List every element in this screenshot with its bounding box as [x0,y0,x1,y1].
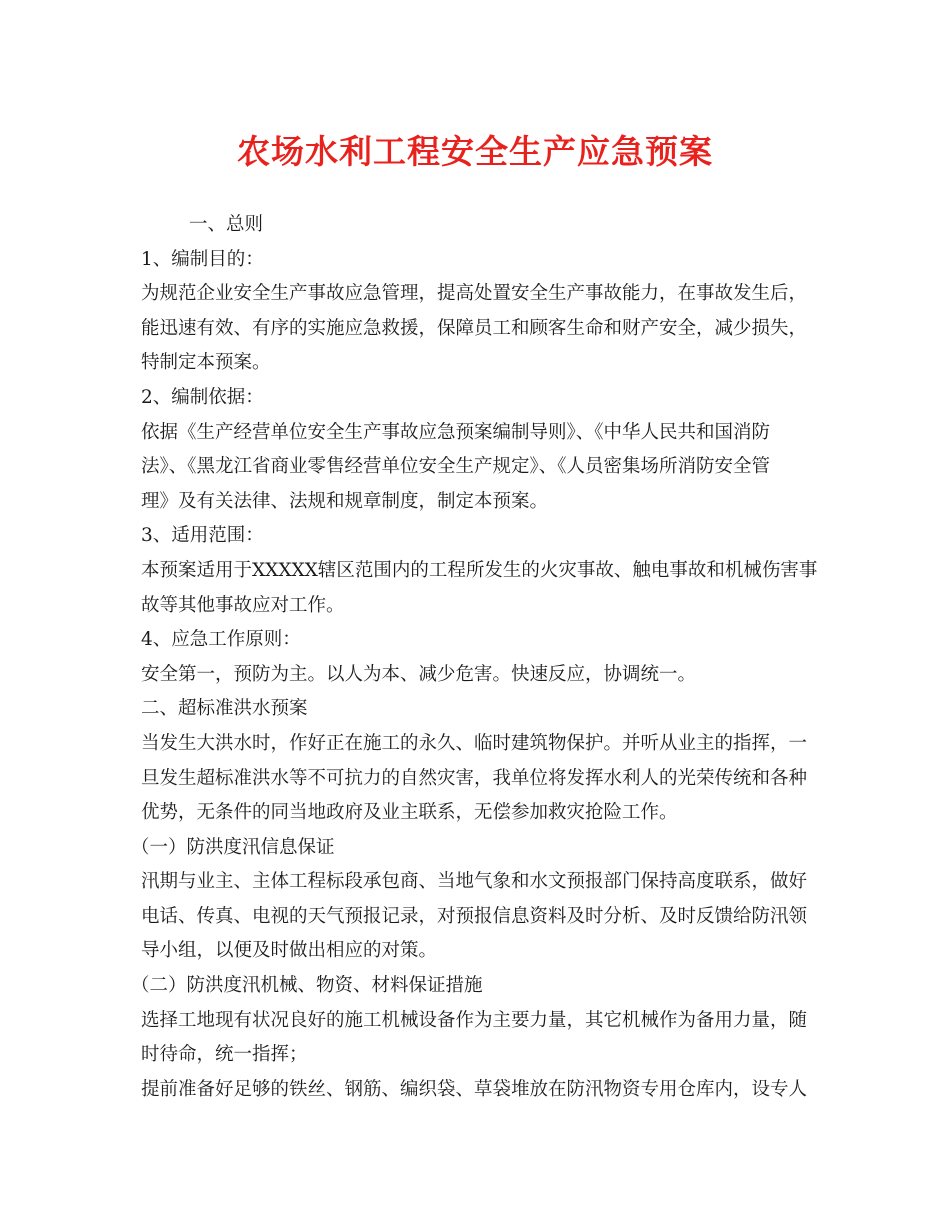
subheading-basis: 2、编制依据： [141,386,264,408]
paragraph-line: 法》、《黑龙江省商业零售经营单位安全生产规定》、《人员密集场所消防安全管 [141,456,771,478]
section-heading-general: 一、总则 [189,214,264,235]
paragraph-line: 故等其他事故应对工作。 [141,594,345,616]
subheading-principles: 4、应急工作原则： [141,629,301,651]
paragraph-line: 汛期与业主、主体工程标段承包商、当地气象和水文预报部门保持高度联系，做好 [141,871,808,893]
document-title: 农场水利工程安全生产应急预案 [237,132,713,171]
paragraph-line: 提前准备好足够的铁丝、钢筋、编织袋、草袋堆放在防汛物资专用仓库内，设专人 [141,1078,808,1100]
paragraph-line: 为规范企业安全生产事故应急管理，提高处置安全生产事故能力，在事故发生后， [141,283,808,305]
paragraph-line: 能迅速有效、有序的实施应急救援，保障员工和顾客生命和财产安全，减少损失， [141,317,808,339]
subheading-materials-assurance: （二）防洪度汛机械、物资、材料保证措施 [131,975,483,997]
paragraph-line: 电话、传真、电视的天气预报记录，对预报信息资料及时分析、及时反馈给防汛领 [141,905,808,927]
paragraph-line: 当发生大洪水时，作好正在施工的永久、临时建筑物保护。并听从业主的指挥，一 [141,732,808,754]
paragraph-line: 导小组，以便及时做出相应的对策。 [141,940,438,962]
paragraph-line: 时待命，统一指挥； [141,1044,308,1066]
paragraph-line: 选择工地现有状况良好的施工机械设备作为主要力量，其它机械作为备用力量，随 [141,1009,808,1031]
paragraph-line: 优势，无条件的同当地政府及业主联系，无偿参加救灾抢险工作。 [141,802,678,824]
paragraph-line: 旦发生超标准洪水等不可抗力的自然灾害，我单位将发挥水利人的光荣传统和各种 [141,767,808,789]
paragraph-line: 理》及有关法律、法规和规章制度，制定本预案。 [141,490,549,512]
subheading-info-assurance: （一）防洪度汛信息保证 [131,836,335,858]
section-heading-flood: 二、超标准洪水预案 [141,698,308,720]
document-body [131,208,818,1107]
paragraph-line: 本预案适用于XXXXX辖区范围内的工程所发生的火灾事故、触电事故和机械伤害事 [141,559,818,581]
paragraph-line: 特制定本预案。 [141,352,271,374]
subheading-purpose: 1、编制目的： [141,248,264,270]
paragraph-line: 依据《生产经营单位安全生产事故应急预案编制导则》、《中华人民共和国消防 [141,421,771,443]
paragraph-line: 安全第一，预防为主。以人为本、减少危害。快速反应，协调统一。 [141,663,697,685]
subheading-scope: 3、适用范围： [141,525,264,547]
